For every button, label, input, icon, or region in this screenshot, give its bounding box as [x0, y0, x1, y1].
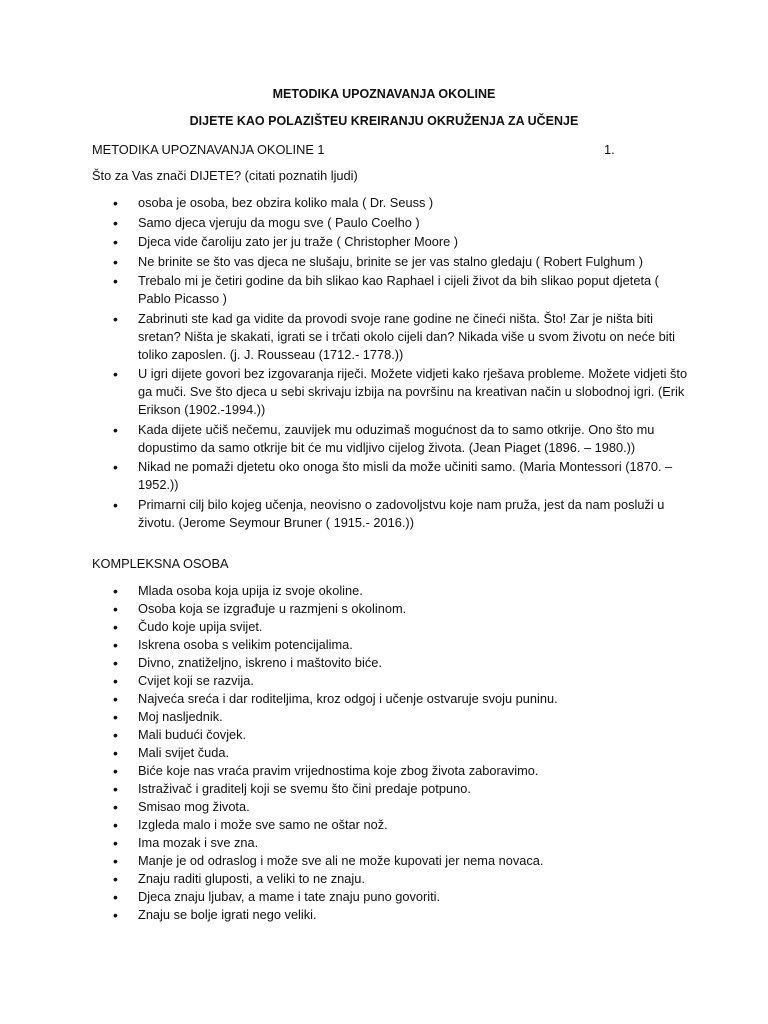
list-item: • Djeca znaju ljubav, a mame i tate znaju puno govoriti.	[92, 888, 692, 906]
list-item: • Mali svijet čuda.	[92, 744, 692, 762]
quotes-list	[92, 194, 692, 533]
list-item: • Manje je od odraslog i može sve ali ne može kupovati jer nema novaca.	[92, 852, 692, 870]
list-item: • Osoba koja se izgrađuje u razmjeni s okolinom.	[92, 600, 692, 618]
list-item: • Mlada osoba koja upija iz svoje okoline.	[92, 582, 692, 600]
list-item: • Samo djeca vjeruju da mogu sve ( Paulo Coelho )	[92, 214, 692, 232]
list-item: • Ne brinite se što vas djeca ne slušaju, brinite se jer vas stalno gledaju ( Robert Fulghum )	[92, 253, 692, 271]
list-item: • Nikad ne pomaži djetetu oko onoga što misli da može učiniti samo. (Maria Montessori (1870. – 1952.))	[92, 458, 692, 494]
list-item: • U igri dijete govori bez izgovaranja riječi. Možete vidjeti kako rješava probleme. Možete vidjeti što ga muči. Sve što djeca u sebi skrivaju izbija na površinu na kreativan način u slobodnoj igri. (Erik Erikson (1902.-1994.))	[92, 365, 692, 419]
list-item: • Znaju se bolje igrati nego veliki.	[92, 906, 692, 924]
list-item: • Mali budući čovjek.	[92, 726, 692, 744]
list-item: • Cvijet koji se razvija.	[92, 672, 692, 690]
list-item: • Biće koje nas vraća pravim vrijednostima koje zbog života zaboravimo.	[92, 762, 692, 780]
list-item: • Zabrinuti ste kad ga vidite da provodi svoje rane godine ne čineći ništa. Što! Zar je ništa biti sretan? Ništa je skakati, igrati se i trčati okolo cijeli dan? Nikada više u svom životu on neće biti toliko zaposlen. (j. J. Rousseau (1712.- 1778.))	[92, 310, 692, 364]
section-heading	[92, 142, 632, 157]
list-item: • Primarni cilj bilo kojeg učenja, neovisno o zadovoljstvu koje nam pruža, jest da nam posluži u životu. (Jerome Seymour Bruner ( 1915.- 2016.))	[92, 496, 692, 532]
list-item: • Znaju raditi gluposti, a veliki to ne znaju.	[92, 870, 692, 888]
list-item: • Divno, znatiželjno, iskreno i maštovito biće.	[92, 654, 692, 672]
complex-person-list	[92, 582, 692, 924]
list-item: • Trebalo mi je četiri godine da bih slikao kao Raphael i cijeli život da bih slikao poput djeteta ( Pablo Picasso )	[92, 272, 692, 308]
list-item: • Najveća sreća i dar roditeljima, kroz odgoj i učenje ostvaruje svoju puninu.	[92, 690, 692, 708]
section-title: KOMPLEKSNA OSOBA	[92, 556, 229, 571]
document-title: METODIKA UPOZNAVANJA OKOLINE	[272, 87, 496, 101]
document-subtitle: DIJETE KAO POLAZIŠTEU KREIRANJU OKRUŽENJA ZA UČENJE	[189, 114, 579, 128]
list-item: • Djeca vide čaroliju zato jer ju traže ( Christopher Moore )	[92, 233, 692, 251]
list-item: • Moj nasljednik.	[92, 708, 692, 726]
list-item: • Smisao mog života.	[92, 798, 692, 816]
list-item: • Istraživač i graditelj koji se svemu što čini predaje potpuno.	[92, 780, 692, 798]
list-item: • Ima mozak i sve zna.	[92, 834, 692, 852]
section-heading-label: METODIKA UPOZNAVANJA OKOLINE 1	[92, 142, 325, 157]
list-item: • Izgleda malo i može sve samo ne oštar nož.	[92, 816, 692, 834]
section-number: 1.	[604, 142, 615, 157]
list-item: • Čudo koje upija svijet.	[92, 618, 692, 636]
question-line: Što za Vas znači DIJETE? (citati poznatih ljudi)	[92, 168, 358, 183]
list-item: • Kada dijete učiš nečemu, zauvijek mu oduzimaš mogućnost da to samo otkrije. Ono što mu dopustimo da samo otkrije bit će mu vidljivo cijelog života. (Jean Piaget (1896. – 1980.))	[92, 421, 692, 457]
list-item: • Iskrena osoba s velikim potencijalima.	[92, 636, 692, 654]
list-item: • osoba je osoba, bez obzira koliko mala ( Dr. Seuss )	[92, 194, 692, 212]
